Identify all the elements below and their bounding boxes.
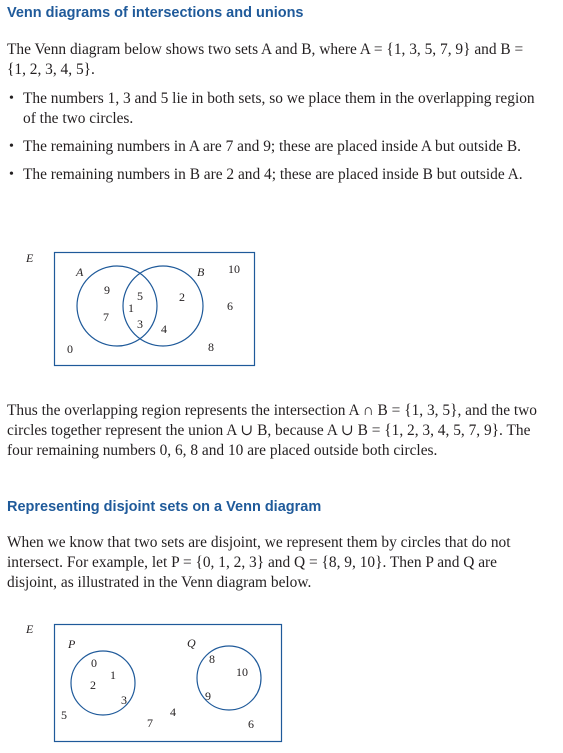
element-outside: 4 bbox=[170, 705, 176, 719]
element-outside: 5 bbox=[61, 708, 67, 722]
set-a-label: A bbox=[76, 265, 84, 279]
element-only-b: 2 bbox=[179, 290, 185, 304]
element-intersection: 5 bbox=[137, 289, 143, 303]
bullet-text: The remaining numbers in A are 7 and 9; these are placed inside A but outside B. bbox=[23, 138, 521, 155]
element-in-q: 9 bbox=[205, 689, 211, 703]
disjoint-intro-paragraph: When we know that two sets are disjoint, we represent them by circles that do not intersect. For example, let P = {0, 1, 2, 3} and Q = {8, 9, 10}. Then P and Q are disjoint, as illustrated in the Venn diagram below. bbox=[7, 534, 511, 591]
conclusion-paragraph: Thus the overlapping region represents the intersection A ∩ B = {1, 3, 5}, and the two circles together represent the union A ∪ B, because A ∪ B = {1, 2, 3, 4, 5, 7, 9}. The four remaining numbers 0, 6, 8 and 10 are placed outside both circles. bbox=[7, 402, 537, 459]
universe-label: E bbox=[26, 251, 34, 265]
element-outside: 0 bbox=[67, 342, 73, 356]
set-b-label: B bbox=[197, 265, 205, 279]
element-in-q: 10 bbox=[236, 665, 248, 679]
set-q-label: Q bbox=[187, 636, 196, 650]
section-heading-intersections-unions: Venn diagrams of intersections and unions bbox=[7, 5, 304, 21]
element-only-b: 4 bbox=[161, 322, 167, 336]
section-heading-disjoint-sets: Representing disjoint sets on a Venn diagram bbox=[7, 499, 322, 515]
bullet-symbol: • bbox=[9, 91, 14, 106]
element-in-p: 1 bbox=[110, 668, 116, 682]
element-only-a: 7 bbox=[103, 310, 109, 324]
element-in-p: 2 bbox=[90, 678, 96, 692]
set-p-label: P bbox=[68, 637, 76, 651]
bullet-text: The remaining numbers in B are 2 and 4; these are placed inside B but outside A. bbox=[23, 166, 523, 183]
element-outside: 10 bbox=[228, 262, 240, 276]
universe-label: E bbox=[26, 622, 34, 636]
element-in-p: 0 bbox=[91, 656, 97, 670]
bullet-symbol: • bbox=[9, 139, 14, 154]
element-outside: 8 bbox=[208, 340, 214, 354]
element-intersection: 1 bbox=[128, 301, 134, 315]
element-outside: 6 bbox=[248, 717, 254, 731]
bullet-symbol: • bbox=[9, 167, 14, 182]
element-intersection: 3 bbox=[137, 317, 143, 331]
element-only-a: 9 bbox=[104, 283, 110, 297]
element-in-q: 8 bbox=[209, 652, 215, 666]
element-outside: 7 bbox=[147, 716, 153, 730]
intro-paragraph: The Venn diagram below shows two sets A and B, where A = {1, 3, 5, 7, 9} and B = {1, 2, 3, 4, 5}. bbox=[7, 41, 524, 78]
element-outside: 6 bbox=[227, 299, 233, 313]
bullet-text: The numbers 1, 3 and 5 lie in both sets, so we place them in the overlapping region of the two circles. bbox=[23, 90, 535, 127]
element-in-p: 3 bbox=[121, 693, 127, 707]
